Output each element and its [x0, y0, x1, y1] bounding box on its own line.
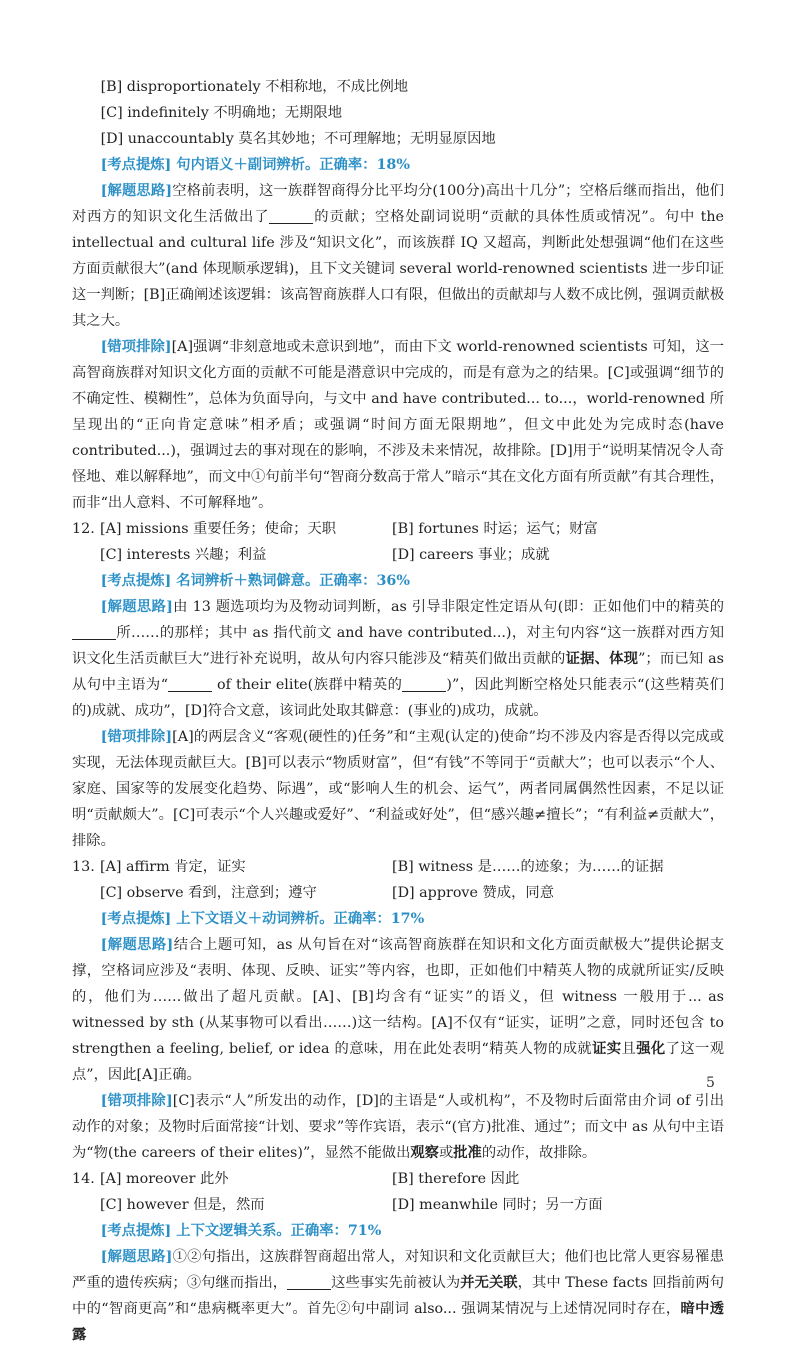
solution-11: [解题思路]空格前表明，这一族群智商得分比平均分(100分)高出十几分”；空格后继而指出，他们对西方的知识文化生活做出了 的贡献；空格处副词说明“贡献的具体性质或情况”。句中 the intellectual and cultural life 涉及“知识文化”，而该族群 IQ 又超高，判断此处想强调“他们在这些方面贡献很大”(and 体现顺承逻辑)，且下文关键词 several world-renowned scientists 进一步印证这一判断；[B]正确阐述该逻辑：该高智商族群人口有限，但做出的贡献却与人数不成比例，强调贡献极其之大。 [72, 183, 725, 329]
elimination-13: [错项排除][C]表示“人”所发出的动作，[D]的主语是“人或机构”，不及物时后面常由介词 of 引出动作的对象；及物时后面常接“计划、要求”等作宾语，表示“(官方)批准、通过”；而文中 as 从句中主语为“物(the careers of their elites)”，显然不能做出观察或批准的动作，故排除。 [72, 1093, 725, 1161]
option-14-d: [D] meanwhile 同时；另一方面 [392, 1197, 603, 1213]
option-11-d: [D] unaccountably 莫名其妙地；不可理解地；无明显原因地 [100, 131, 496, 147]
key-point-13: [考点提炼] 上下文语义＋动词辨析。正确率：17% [100, 911, 425, 927]
page-number: 5 [706, 1075, 715, 1091]
option-11-c: [C] indefinitely 不明确地；无期限地 [100, 105, 343, 121]
elimination-tag: [错项排除] [100, 339, 172, 355]
question-number: 12. [72, 521, 95, 537]
option-12-d: [D] careers 事业；成就 [392, 547, 550, 563]
question-12-row-2 [72, 542, 724, 568]
question-13-row-2 [72, 880, 724, 906]
elimination-12: [错项排除][A]的两层含义“客观(硬性的)任务”和“主观(认定的)使命”均不涉及内容是否得以完成或实现，无法体现贡献巨大。[B]可以表示“物质财富”，但“有钱”不等同于“贡献大”；也可以表示“个人、家庭、国家等的发展变化趋势、际遇”，或“影响人生的机会、运气”，两者同属偶然性因素，不足以证明“贡献颇大”。[C]可表示“个人兴趣或爱好”、“利益或好处”，但“感兴趣≠擅长”；“有利益≠贡献大”，排除。 [72, 729, 724, 849]
option-12-c: [C] interests 兴趣；利益 [100, 547, 267, 563]
blank-line [287, 1273, 331, 1290]
question-number: 14. [72, 1171, 95, 1187]
elimination-11: [错项排除][A]强调“非刻意地或未意识到地”，而由下文 world-renowned scientists 可知，这一高智商族群对知识文化方面的贡献不可能是潜意识中完成的，而是有意为之的结果。[C]或强调“细节的不确定性、模糊性”，总体为负面导向，与文中 and have contributed... to...，world-renowned 所呈现出的“正向肯定意味”相矛盾；或强调“时间方面无限期地”，但文中此处为完成时态(have contributed...)，强调过去的事对现在的影响，不涉及未来情况，故排除。[D]用于“说明某情况令人奇怪地、难以解释地”，而文中①句前半句“智商分数高于常人”暗示“其在文化方面有所贡献”有其合理性，而非“出人意料、不可解释地”。 [72, 339, 724, 511]
key-point-11: [考点提炼] 句内语义＋副词辨析。正确率：18% [100, 157, 410, 173]
blank-line [402, 675, 446, 692]
solution-13: [解题思路]结合上题可知，as 从句旨在对“该高智商族群在知识和文化方面贡献极大”提供论据支撑，空格词应涉及“表明、体现、反映、证实”等内容，也即，正如他们中精英人物的成就所证实/反映的，他们为……做出了超凡贡献。[A]、[B]均含有“证实”的语义，但 witness 一般用于... as witnessed by sth (从某事物可以看出……)这一结构。[A]不仅有“证实，证明”之意，同时还包含 to strengthen a feeling, belief, or idea 的意味，用在此处表明“精英人物的成就证实且强化了这一观点”，因此[A]正确。 [72, 937, 725, 1083]
option-13-c: [C] observe 看到，注意到；遵守 [100, 885, 317, 901]
key-point-14: [考点提炼] 上下文逻辑关系。正确率：71% [100, 1223, 382, 1239]
solution-tag: [解题思路] [100, 1249, 173, 1265]
elimination-tag: [错项排除] [100, 1093, 173, 1109]
solution-12: [解题思路]由 13 题选项均为及物动词判断，as 引导非限定性定语从句(即：正如他们中的精英的所……的那样；其中 as 指代前文 and have contributed...)，对主句内容“这一族群对西方知识文化生活贡献巨大”进行补充说明，故从句内容只能涉及“精英们做出贡献的证据、体现”；而已知 as 从句中主语为“ of their elite(族群中精英的 )”，因此判断空格处只能表示“(这些精英们的)成就、成功”，[D]符合文意，该词此处取其僻意：(事业的)成功，成就。 [72, 599, 725, 719]
key-point-12: [考点提炼] 名词辨析＋熟词僻意。正确率：36% [100, 573, 410, 589]
question-14-row-2 [72, 1192, 724, 1218]
elimination-tag: [错项排除] [100, 729, 173, 745]
solution-14: [解题思路]①②句指出，这族群智商超出常人，对知识和文化贡献巨大；他们也比常人更容易罹患严重的遗传疾病；③句继而指出， 这些事实先前被认为并无关联，其中 These facts 回指前两句中的“智商更高”和“患病概率更大”。首先②句中副词 also... 强调某情况与上述情况同时存在，暗中透露 [72, 1249, 725, 1343]
solution-tag: [解题思路] [100, 937, 174, 953]
option-13-b: [B] witness 是……的迹象；为……的证据 [392, 859, 664, 875]
solution-tag: [解题思路] [100, 183, 173, 199]
option-14-a: [A] moreover 此外 [100, 1171, 229, 1187]
solution-tag: [解题思路] [100, 599, 173, 615]
blank-line [72, 623, 116, 640]
blank-line [269, 207, 313, 224]
option-14-c: [C] however 但是，然而 [100, 1197, 265, 1213]
option-14-b: [B] therefore 因此 [392, 1171, 520, 1187]
blank-line [168, 675, 212, 692]
option-13-a: [A] affirm 肯定，证实 [100, 859, 246, 875]
question-13-row-1 [72, 854, 724, 880]
option-11-b: [B] disproportionately 不相称地，不成比例地 [100, 79, 409, 95]
option-12-b: [B] fortunes 时运；运气；财富 [392, 521, 598, 537]
page-content [72, 74, 724, 1348]
option-12-a: [A] missions 重要任务；使命；天职 [100, 521, 337, 537]
option-13-d: [D] approve 赞成，同意 [392, 885, 554, 901]
question-12-row-1 [72, 516, 724, 542]
question-14-row-1 [72, 1166, 724, 1192]
question-number: 13. [72, 859, 95, 875]
